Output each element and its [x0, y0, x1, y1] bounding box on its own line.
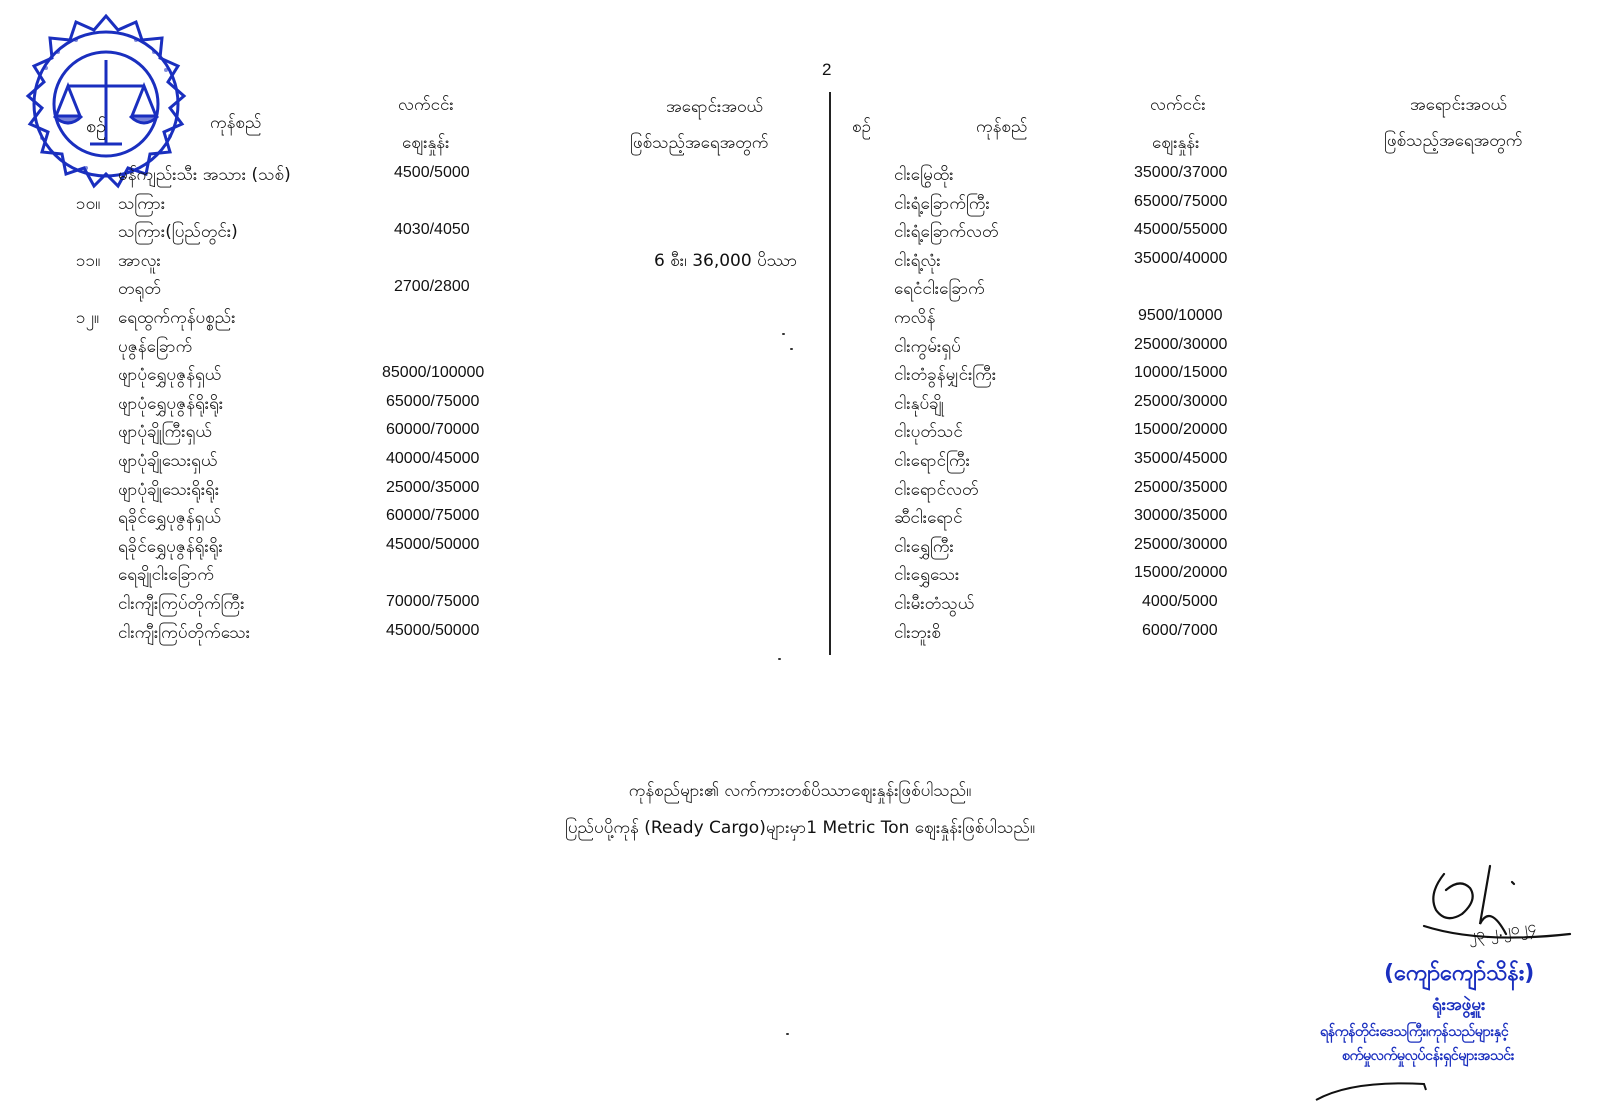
handwritten-signature — [1420, 864, 1580, 964]
table-row — [836, 505, 1596, 534]
table-row — [0, 305, 820, 334]
item-name: ငါးပုတ်သင် — [894, 422, 963, 443]
item-price: 85000/100000 — [382, 364, 485, 382]
item-price: 45000/55000 — [1134, 221, 1228, 239]
left-header-price-1: လက်ငင်း — [398, 95, 454, 115]
item-name: ဖျာပုံချိုကြီးရှယ် — [118, 422, 212, 443]
item-price: 9500/10000 — [1138, 306, 1223, 324]
table-row — [836, 248, 1596, 277]
left-header-item: ကုန်စည် — [210, 113, 262, 133]
table-row — [836, 562, 1596, 591]
item-name: ဖျာပုံချိုသေးရိုးရိုး — [118, 479, 220, 500]
signature-date: ၂၃.၂.၂၀၂၄ — [1466, 916, 1538, 945]
item-name: ငါးကွမ်းရှပ် — [894, 336, 961, 357]
item-price: 25000/35000 — [386, 478, 480, 496]
table-row — [0, 334, 820, 363]
item-price: 25000/30000 — [1134, 535, 1228, 553]
item-name: ငါးမြွေထိုး — [894, 165, 954, 185]
ink-stroke — [1312, 1076, 1432, 1106]
row-number: ၁၁။ — [76, 250, 101, 271]
item-price: 25000/30000 — [1134, 392, 1228, 410]
item-price: 2700/2800 — [394, 278, 470, 296]
item-name: ငါးနုပ်ချို — [894, 393, 944, 414]
item-name: ငါးရွှေကြီး — [894, 536, 954, 557]
right-header-note-1: အရောင်းအဝယ် — [1410, 95, 1507, 115]
item-price: 15000/20000 — [1134, 564, 1228, 582]
item-price: 10000/15000 — [1134, 364, 1228, 382]
item-name: ရခိုင်ရွှေပုဇွန်ရိုးရိုး — [118, 536, 223, 557]
table-row — [836, 334, 1596, 363]
right-header-price-1: လက်ငင်း — [1150, 95, 1206, 115]
table-row — [836, 191, 1596, 220]
scan-speck — [782, 333, 785, 335]
table-row — [836, 305, 1596, 334]
table-row — [0, 620, 820, 649]
table-row — [0, 219, 820, 248]
item-name: ငါးတံခွန်မျှင်းကြီး — [894, 365, 997, 386]
item-name: ငါးရံ့ခြောက်လတ် — [894, 222, 999, 243]
row-number: ၁၀။ — [76, 193, 101, 214]
left-header-price-2: ဈေးနှုန်း — [402, 133, 450, 153]
item-name: ရေချိုငါးခြောက် — [118, 565, 214, 586]
table-row — [836, 620, 1596, 649]
item-price: 35000/37000 — [1134, 164, 1228, 181]
row-number: ၁၂။ — [76, 307, 100, 328]
right-header-no: စဉ် — [852, 117, 871, 137]
item-name: ငါးရံ့ခြောက်ကြီး — [894, 193, 990, 214]
table-row — [836, 477, 1596, 506]
left-header-note-2: ဖြစ်သည့်အရေအတွက် — [630, 133, 769, 153]
item-price: 25000/30000 — [1134, 335, 1228, 353]
footer-note-1: ကုန်စည်များ၏ လက်ကားတစ်ပိဿာဈေးနှုန်းဖြစ်ပါသည်။ — [628, 781, 972, 801]
footer-note-2: ပြည်ပပို့ကုန် (Ready Cargo)များမှာ1 Metric Ton ဈေးနှုန်းဖြစ်ပါသည်။ — [565, 818, 1035, 838]
table-row — [0, 362, 820, 391]
table-row — [836, 448, 1596, 477]
table-row — [836, 534, 1596, 563]
item-price: 15000/20000 — [1134, 421, 1228, 439]
left-price-table — [0, 162, 820, 648]
right-header-note-2: ဖြစ်သည့်အရေအတွက် — [1384, 131, 1523, 151]
page-number: 2 — [822, 60, 832, 79]
column-divider — [829, 92, 831, 655]
item-name: ဆီငါးရောင် — [894, 508, 963, 529]
item-name: မန်ကျည်းသီး အသား (သစ်) — [118, 165, 291, 185]
item-name: ကလိန် — [894, 307, 936, 328]
item-name: ငါးရောင်လတ် — [894, 479, 979, 500]
table-row — [0, 419, 820, 448]
item-price: 4500/5000 — [394, 164, 470, 181]
table-row — [0, 276, 820, 305]
item-name: ငါးဘူးစိ — [894, 622, 941, 643]
item-name: ရခိုင်ရွှေပုဇွန်ရှယ် — [118, 508, 221, 529]
table-row — [836, 419, 1596, 448]
table-row — [0, 248, 820, 277]
item-name: ငါးမီးတံသွယ် — [894, 593, 975, 614]
item-name: အာလူး — [118, 250, 161, 271]
item-name: ရေငံငါးခြောက် — [894, 279, 985, 300]
seal-label: စဉ် — [86, 116, 107, 137]
scan-speck — [778, 658, 781, 660]
item-name: ငါးရောင်ကြီး — [894, 450, 970, 471]
table-row — [0, 191, 820, 220]
signatory-title: ရုံးအဖွဲ့မှူး — [1432, 995, 1486, 1015]
item-price: 25000/35000 — [1134, 478, 1228, 496]
table-row — [0, 534, 820, 563]
item-name: ဖျာပုံချိုသေးရှယ် — [118, 450, 218, 471]
item-name: သကြား(ပြည်တွင်း) — [118, 222, 238, 243]
item-price: 6000/7000 — [1142, 621, 1218, 639]
item-price: 30000/35000 — [1134, 507, 1228, 525]
right-header-price-2: ဈေးနှုန်း — [1152, 133, 1200, 153]
item-name: ဖျာပုံရွှေပုဇွန်ရှယ် — [118, 365, 222, 386]
item-name: တရုတ် — [118, 279, 161, 300]
table-row — [0, 448, 820, 477]
item-name: ရေထွက်ကုန်ပစ္စည်း — [118, 307, 236, 328]
item-price: 4030/4050 — [394, 221, 470, 239]
item-note: 6 စီး၊ 36,000 ပိဿာ — [654, 250, 798, 271]
left-header-note-1: အရောင်းအဝယ် — [666, 97, 763, 117]
table-row — [836, 219, 1596, 248]
item-price: 35000/40000 — [1134, 249, 1228, 267]
item-price: 65000/75000 — [1134, 192, 1228, 210]
organization-line-2: စက်မှုလက်မှုလုပ်ငန်းရှင်များအသင်း — [1342, 1048, 1515, 1064]
table-row — [836, 362, 1596, 391]
table-row — [836, 162, 1596, 191]
table-row — [0, 391, 820, 420]
item-price: 40000/45000 — [386, 449, 480, 467]
table-row — [0, 591, 820, 620]
right-header-item: ကုန်စည် — [976, 117, 1028, 137]
item-name: သကြား — [118, 193, 166, 214]
table-row — [836, 276, 1596, 305]
item-name: ငါးကျီးကြပ်တိုက်ကြီး — [118, 593, 245, 614]
right-price-table — [836, 162, 1596, 648]
item-price: 65000/75000 — [386, 392, 480, 410]
table-row — [0, 162, 820, 191]
item-price: 45000/50000 — [386, 535, 480, 553]
item-price: 70000/75000 — [386, 592, 480, 610]
item-name: ဖျာပုံရွှေပုဇွန်ရိုးရိုး — [118, 393, 224, 414]
table-row — [0, 477, 820, 506]
item-name: ငါးရွှေသေး — [894, 565, 960, 586]
item-price: 60000/70000 — [386, 421, 480, 439]
item-name: ပုဇွန်ခြောက် — [118, 336, 193, 357]
item-name: ငါးကျီးကြပ်တိုက်သေး — [118, 622, 251, 643]
organization-line-1: ရန်ကုန်တိုင်းဒေသကြီး၊ကုန်သည်များနှင့် — [1320, 1024, 1509, 1040]
table-row — [836, 591, 1596, 620]
item-price: 35000/45000 — [1134, 449, 1228, 467]
scan-speck — [790, 348, 793, 350]
signatory-name: (ကျော်ကျော်သိန်း) — [1384, 961, 1535, 986]
item-price: 45000/50000 — [386, 621, 480, 639]
table-row — [836, 391, 1596, 420]
item-price: 4000/5000 — [1142, 592, 1218, 610]
table-row — [0, 505, 820, 534]
item-name: ငါးရံ့လုံး — [894, 250, 941, 271]
scan-speck — [786, 1033, 789, 1035]
table-row — [0, 562, 820, 591]
item-price: 60000/75000 — [386, 507, 480, 525]
